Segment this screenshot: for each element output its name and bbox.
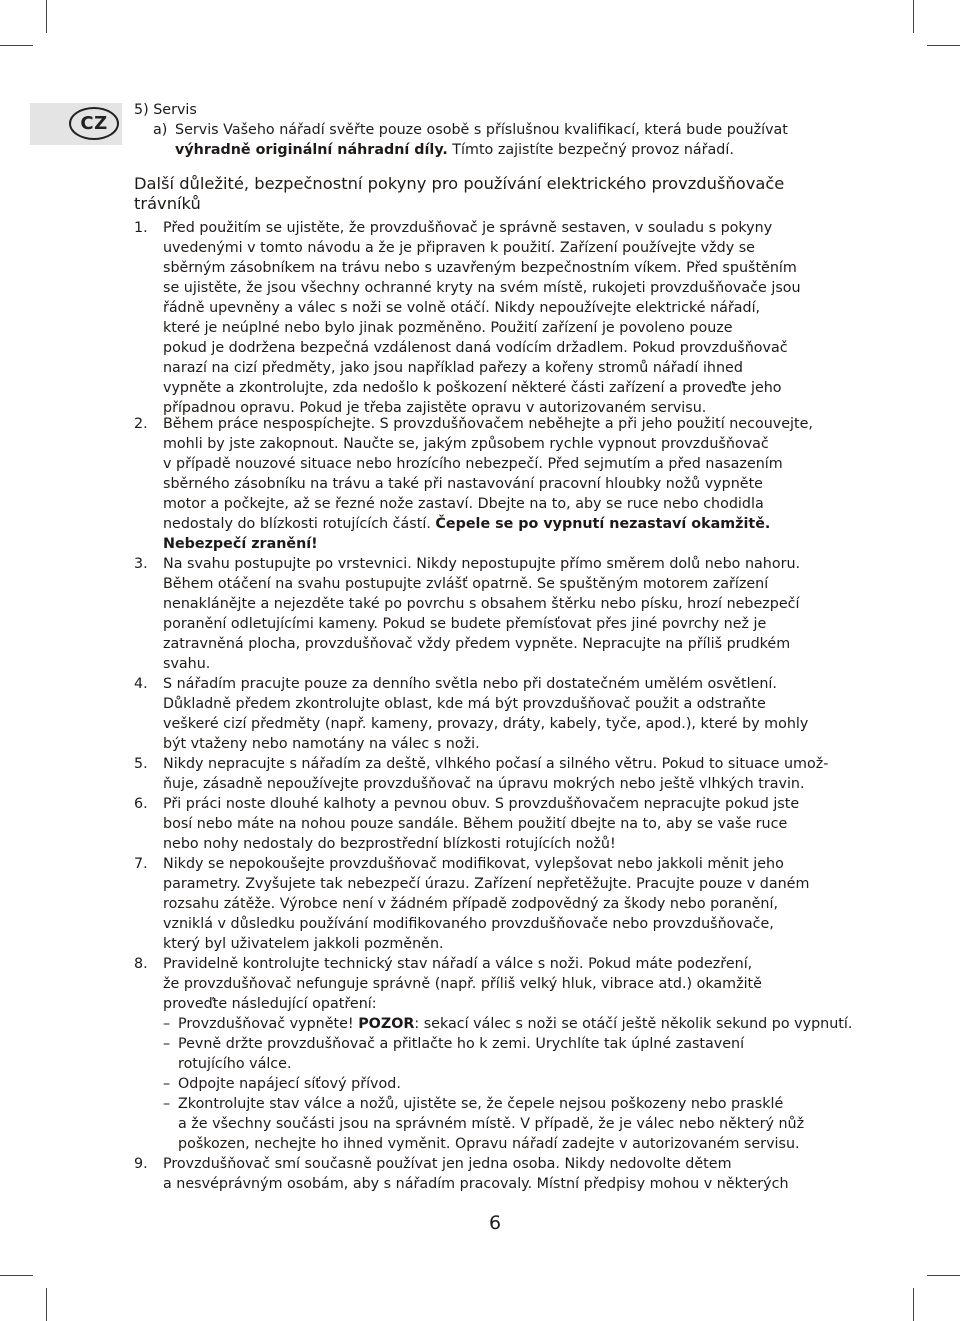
item-line: motor a počkejte, až se řezné nože zastaví. Dbejte na to, aby se ruce nebo chodidla	[163, 496, 764, 512]
dash-bullet: –	[163, 1036, 171, 1052]
item-line: zatravněná plocha, provzdušňovač vždy předem vypněte. Nepracujte na příliš prudkém	[163, 636, 791, 652]
item-line: Pravidelně kontrolujte technický stav nářadí a válce s noži. Pokud máte podezření,	[163, 956, 753, 972]
crop-mark	[46, 1288, 47, 1321]
item-number: 4.	[134, 676, 148, 692]
crop-mark	[927, 1275, 960, 1276]
item-line: vypněte a zkontrolujte, zda nedošlo k poškození některé části zařízení a proveďte jeho	[163, 380, 782, 396]
crop-mark	[0, 1275, 33, 1276]
item-line: narazí na cizí předměty, jako jsou například pařezy a kořeny stromů nářadí ihned	[163, 360, 743, 376]
item-line: a nesvéprávným osobám, aby s nářadím pracovaly. Místní předpisy mohou v některých	[163, 1176, 789, 1192]
warning-text: Čepele se po vypnutí nezastaví okamžitě.	[435, 516, 771, 532]
crop-mark	[46, 0, 47, 33]
item-line: mohli by jste zakopnout. Naučte se, jakým způsobem rychle vypnout provzdušňovač	[163, 436, 769, 452]
item-line: že provzdušňovač nefunguje správně (např. příliš velký hluk, vibrace atd.) okamžitě	[163, 976, 762, 992]
dash-item-line: Pevně držte provzdušňovač a přitlačte ho k zemi. Urychlíte tak úplné zastavení	[178, 1036, 745, 1052]
item-a-emphasis: výhradně originální náhradní díly.	[175, 142, 448, 158]
subheading-line: Další důležité, bezpečnostní pokyny pro používání elektrického provzdušňovače	[134, 174, 785, 193]
item-line: ňuje, zásadně nepoužívejte provzdušňovač na úpravu mokrých nebo ještě vlhkých travin.	[163, 776, 805, 792]
item-line: v případě nouzové situace nebo hrozícího nebezpečí. Před sejmutím a před nasazením	[163, 456, 783, 472]
item-line: které je neúplné nebo bylo jinak pozměněno. Použití zařízení je povoleno pouze	[163, 320, 733, 336]
dash-item-line: rotujícího válce.	[178, 1056, 292, 1072]
item-a-text: Tímto zajistíte bezpečný provoz nářadí.	[447, 142, 734, 158]
item-line: být vtaženy nebo namotány na válec s noži.	[163, 736, 480, 752]
item-line: Během otáčení na svahu postupujte zvlášť opatrně. Se spuštěným motorem zařízení	[163, 576, 769, 592]
crop-mark	[0, 45, 33, 46]
item-line: poranění odletujícími kameny. Pokud se budete přemísťovat přes jiné povrchy než je	[163, 616, 767, 632]
item-line: sběrným zásobníkem na trávu nebo s uzavřeným bezpečnostním víkem. Před spuštěním	[163, 260, 797, 276]
item-line: řádně upevněny a válec s noži se volně otáčí. Nikdy nepoužívejte elektrické nářadí,	[163, 300, 761, 316]
item-line: rozsahu zátěže. Výrobce není v žádném případě zodpovědný za škody nebo poranění,	[163, 896, 779, 912]
language-badge: CZ	[69, 107, 119, 140]
crop-mark	[927, 45, 960, 46]
item-line: Během práce nespospíchejte. S provzdušňovačem neběhejte a při jeho použití necouvejte,	[163, 416, 813, 432]
caution-label: POZOR	[358, 1016, 415, 1032]
item-line: proveďte následující opatření:	[163, 996, 377, 1012]
item-line: se ujistěte, že jsou všechny ochranné kryty na svém místě, rukojeti provzdušňovače jsou	[163, 280, 801, 296]
item-line: nebo nohy nedostaly do bezprostřední blízkosti rotujících nožů!	[163, 836, 616, 852]
item-line: Nikdy se nepokoušejte provzdušňovač modifikovat, vylepšovat nebo jakkoli měnit jeho	[163, 856, 784, 872]
item-number: 3.	[134, 556, 148, 572]
crop-mark	[913, 0, 914, 33]
item-number: 1.	[134, 220, 148, 236]
dash-item-line: Zkontrolujte stav válce a nožů, ujistěte se, že čepele nejsou poškozeny nebo prasklé	[178, 1096, 784, 1112]
item-line: případnou opravu. Pokud je třeba zajistěte opravu v autorizovaném servisu.	[163, 400, 707, 416]
page-number: 6	[488, 1212, 502, 1234]
item-line	[163, 514, 770, 534]
item-line: Před použitím se ujistěte, že provzdušňovač je správně sestaven, v souladu s pokyny	[163, 220, 773, 236]
item-number: 7.	[134, 856, 148, 872]
item-line: veškeré cizí předměty (např. kameny, provazy, dráty, kabely, tyče, apod.), které by mohly	[163, 716, 809, 732]
item-line: pokud je dodržena bezpečná vzdálenost daná vodícím držadlem. Pokud provzdušňovač	[163, 340, 788, 356]
dash-item-line: Odpojte napájecí síťový přívod.	[178, 1076, 401, 1092]
item-number: 5.	[134, 756, 148, 772]
item-line: S nářadím pracujte pouze za denního světla nebo při dostatečném umělém osvětlení.	[163, 676, 777, 692]
section-heading: 5) Servis	[134, 102, 197, 118]
item-number: 2.	[134, 416, 148, 432]
item-line: bosí nebo máte na nohou pouze sandále. Během použití dbejte na to, aby se vaše ruce	[163, 816, 788, 832]
dash-text: : sekací válec s noži se otáčí ještě několik sekund po vypnutí.	[414, 1016, 853, 1032]
item-a-line	[175, 140, 734, 160]
dash-item-line	[178, 1014, 852, 1034]
crop-mark	[913, 1288, 914, 1321]
item-line: Na svahu postupujte po vrstevnici. Nikdy nepostupujte přímo směrem dolů nebo nahoru.	[163, 556, 801, 572]
item-number: 9.	[134, 1156, 148, 1172]
item-line: Při práci noste dlouhé kalhoty a pevnou obuv. S provzdušňovačem nepracujte pokud jste	[163, 796, 800, 812]
item-line: nenaklánějte a nejezděte také po povrchu s obsahem štěrku nebo písku, hrozí nebezpečí	[163, 596, 800, 612]
dash-bullet: –	[163, 1016, 171, 1032]
item-line: parametry. Zvyšujete tak nebezpečí úrazu. Zařízení nepřetěžujte. Pracujte pouze v daném	[163, 876, 810, 892]
dash-item-line: poškozen, nechejte ho ihned vyměnit. Opravu nářadí zadejte v autorizovaném servisu.	[178, 1136, 800, 1152]
dash-item-line: a že všechny součásti jsou na správném místě. V případě, že je válec nebo některý nůž	[178, 1116, 805, 1132]
item-line: sběrného zásobníku na trávu a také při nastavování pracovní hloubky nožů vypněte	[163, 476, 763, 492]
item-line: Provzdušňovač smí současně používat jen jedna osoba. Nikdy nedovolte dětem	[163, 1156, 732, 1172]
item-line: Důkladně předem zkontrolujte oblast, kde má být provzdušňovač použit a odstraňte	[163, 696, 766, 712]
item-a-label: a)	[153, 122, 168, 138]
warning-text: Nebezpečí zranění!	[163, 536, 318, 552]
item-line: vzniklá v důsledku používání modifikovaného provzdušňovače nebo provzdušňovače,	[163, 916, 774, 932]
item-line: Nikdy nepracujte s nářadím za deště, vlhkého počasí a silného větru. Pokud to situace umož-	[163, 756, 829, 772]
item-line: který byl uživatelem jakkoli pozměněn.	[163, 936, 444, 952]
dash-bullet: –	[163, 1096, 171, 1112]
item-line: uvedenými v tomto návodu a že je připraven k použití. Zařízení používejte vždy se	[163, 240, 755, 256]
subheading-line: trávníků	[134, 194, 201, 213]
item-a-line: Servis Vašeho nářadí svěřte pouze osobě s příslušnou kvalifikací, která bude používat	[175, 122, 788, 138]
item-number: 6.	[134, 796, 148, 812]
dash-text: Provzdušňovač vypněte!	[178, 1016, 359, 1032]
item-text: nedostaly do blízkosti rotujících částí.	[163, 516, 436, 532]
item-number: 8.	[134, 956, 148, 972]
item-line: svahu.	[163, 656, 211, 672]
dash-bullet: –	[163, 1076, 171, 1092]
